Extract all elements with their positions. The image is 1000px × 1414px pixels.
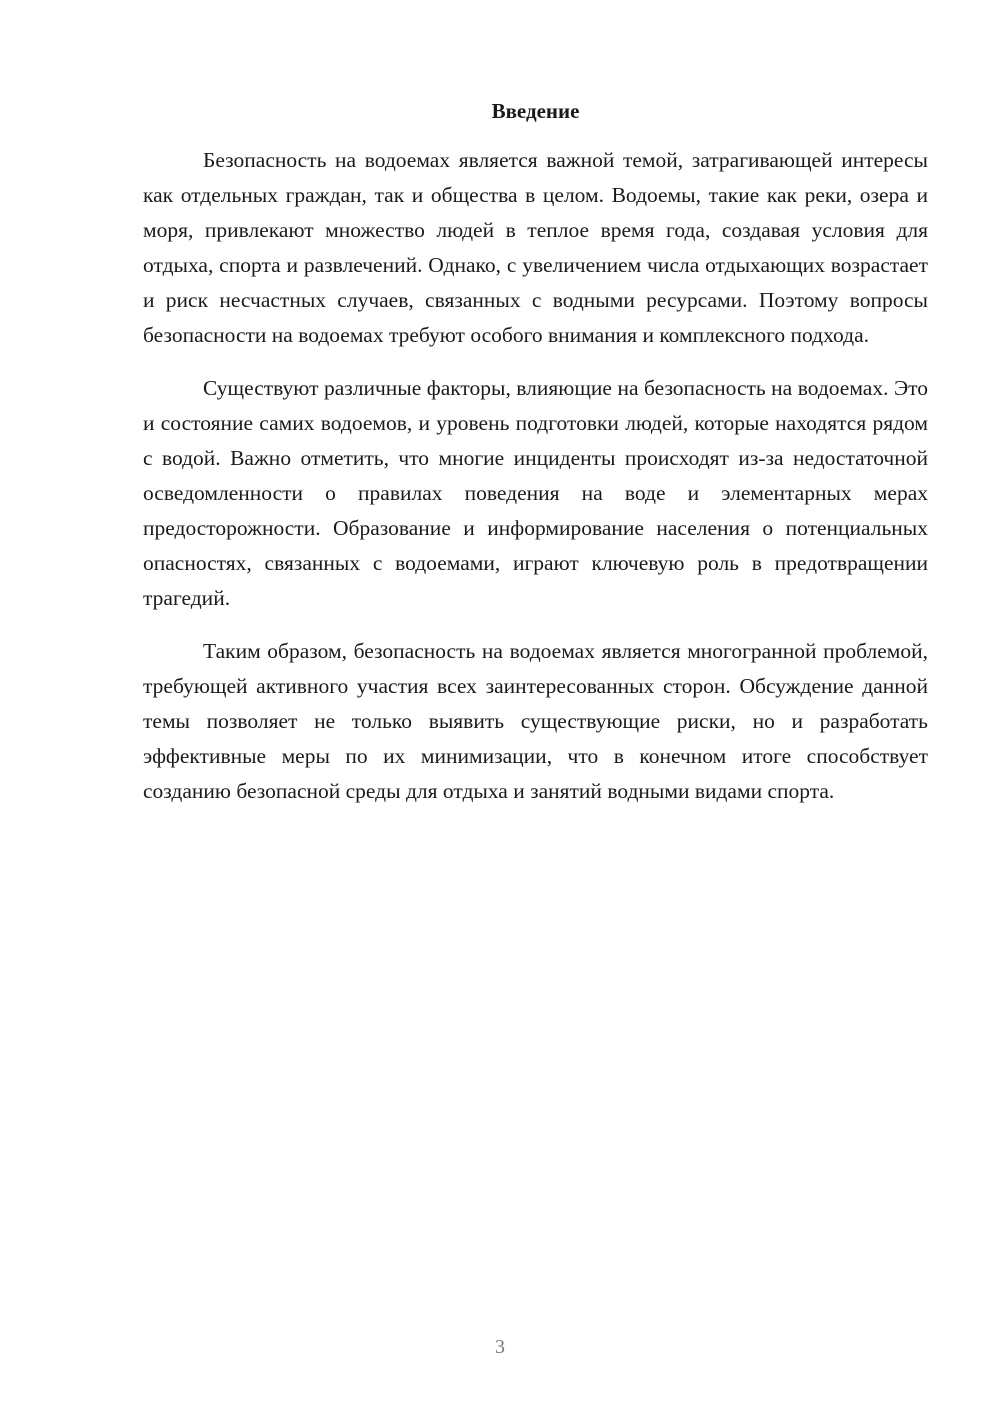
paragraph-2: Существуют различные факторы, влияющие на безопасность на водоемах. Это и состояние самих водоемов, и уровень подготовки людей, которые находятся рядом с водой. Важно отметить, что многие инциденты происходят из-за недостаточной осведомленности о правилах поведения на воде и элементарных мерах предосторожности. Образование и информирование населения о потенциальных опасностях, связанных с водоемами, играют ключевую роль в предотвращении трагедий. <box>143 376 928 610</box>
document-body <box>143 96 928 827</box>
section-heading: Введение <box>491 99 580 123</box>
page-number: 3 <box>495 1336 505 1358</box>
paragraph-3: Таким образом, безопасность на водоемах является многогранной проблемой, требующей активного участия всех заинтересованных сторон. Обсуждение данной темы позволяет не только выявить существующие риски, но и разработать эффективные меры по их минимизации, что в конечном итоге способствует созданию безопасной среды для отдыха и занятий водными видами спорта. <box>143 639 928 803</box>
paragraph-1: Безопасность на водоемах является важной темой, затрагивающей интересы как отдельных граждан, так и общества в целом. Водоемы, такие как реки, озера и моря, привлекают множество людей в теплое время года, создавая условия для отдыха, спорта и развлечений. Однако, с увеличением числа отдыхающих возрастает и риск несчастных случаев, связанных с водными ресурсами. Поэтому вопросы безопасности на водоемах требуют особого внимания и комплексного подхода. <box>143 148 928 347</box>
